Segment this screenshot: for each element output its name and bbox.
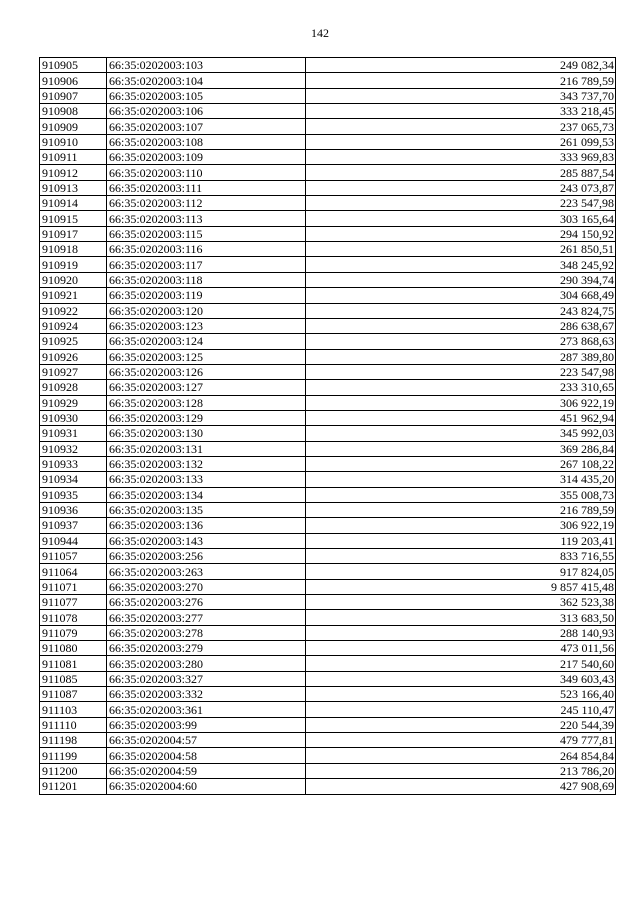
cadastral-value-cell: 216 789,59 [306, 502, 616, 517]
table-row [40, 687, 616, 702]
row-number-cell: 910936 [40, 502, 107, 517]
row-number-cell: 911080 [40, 641, 107, 656]
cadastral-number-cell: 66:35:0202003:110 [107, 165, 306, 180]
table-row [40, 272, 616, 287]
cadastral-number-cell: 66:35:0202003:270 [107, 579, 306, 594]
cadastral-value-cell: 267 108,22 [306, 456, 616, 471]
cadastral-number-cell: 66:35:0202003:332 [107, 687, 306, 702]
row-number-cell: 910928 [40, 380, 107, 395]
row-number-cell: 910914 [40, 196, 107, 211]
cadastral-value-cell: 479 777,81 [306, 733, 616, 748]
cadastral-number-cell: 66:35:0202003:143 [107, 533, 306, 548]
row-number-cell: 911071 [40, 579, 107, 594]
cadastral-value-cell: 343 737,70 [306, 88, 616, 103]
row-number-cell: 910932 [40, 441, 107, 456]
row-number-cell: 910927 [40, 364, 107, 379]
page-number: 142 [311, 26, 329, 40]
cadastral-value-cell: 333 218,45 [306, 104, 616, 119]
table-row [40, 364, 616, 379]
row-number-cell: 910913 [40, 180, 107, 195]
cadastral-value-cell: 264 854,84 [306, 748, 616, 763]
row-number-cell: 910906 [40, 73, 107, 88]
cadastral-value-cell: 243 824,75 [306, 303, 616, 318]
cadastral-number-cell: 66:35:0202003:123 [107, 318, 306, 333]
row-number-cell: 911057 [40, 549, 107, 564]
cadastral-number-cell: 66:35:0202004:57 [107, 733, 306, 748]
cadastral-value-cell: 833 716,55 [306, 549, 616, 564]
table-row [40, 487, 616, 502]
row-number-cell: 910929 [40, 395, 107, 410]
cadastral-number-cell: 66:35:0202003:135 [107, 502, 306, 517]
cadastral-value-cell: 473 011,56 [306, 641, 616, 656]
cadastral-value-cell: 217 540,60 [306, 656, 616, 671]
row-number-cell: 910926 [40, 349, 107, 364]
row-number-cell: 910933 [40, 456, 107, 471]
row-number-cell: 910915 [40, 211, 107, 226]
table-row [40, 549, 616, 564]
row-number-cell: 911078 [40, 610, 107, 625]
table-row [40, 625, 616, 640]
table-row [40, 242, 616, 257]
cadastral-number-cell: 66:35:0202003:278 [107, 625, 306, 640]
table-row [40, 334, 616, 349]
cadastral-number-cell: 66:35:0202003:104 [107, 73, 306, 88]
row-number-cell: 911199 [40, 748, 107, 763]
row-number-cell: 910919 [40, 257, 107, 272]
table-row [40, 702, 616, 717]
cadastral-value-table [39, 57, 616, 795]
cadastral-value-cell: 451 962,94 [306, 410, 616, 425]
cadastral-value-cell: 261 099,53 [306, 134, 616, 149]
table-row [40, 380, 616, 395]
row-number-cell: 911087 [40, 687, 107, 702]
cadastral-value-cell: 285 887,54 [306, 165, 616, 180]
cadastral-number-cell: 66:35:0202003:111 [107, 180, 306, 195]
table-row [40, 763, 616, 778]
row-number-cell: 910908 [40, 104, 107, 119]
cadastral-number-cell: 66:35:0202003:279 [107, 641, 306, 656]
table-row [40, 441, 616, 456]
cadastral-number-cell: 66:35:0202003:113 [107, 211, 306, 226]
cadastral-number-cell: 66:35:0202004:58 [107, 748, 306, 763]
table-row [40, 395, 616, 410]
table-row [40, 104, 616, 119]
table-row [40, 303, 616, 318]
row-number-cell: 910935 [40, 487, 107, 502]
cadastral-number-cell: 66:35:0202003:132 [107, 456, 306, 471]
row-number-cell: 910930 [40, 410, 107, 425]
row-number-cell: 911103 [40, 702, 107, 717]
cadastral-value-cell: 233 310,65 [306, 380, 616, 395]
cadastral-number-cell: 66:35:0202003:107 [107, 119, 306, 134]
cadastral-value-cell: 348 245,92 [306, 257, 616, 272]
table-row [40, 73, 616, 88]
cadastral-number-cell: 66:35:0202003:128 [107, 395, 306, 410]
cadastral-number-cell: 66:35:0202003:127 [107, 380, 306, 395]
table-row [40, 134, 616, 149]
cadastral-number-cell: 66:35:0202003:263 [107, 564, 306, 579]
table-row [40, 733, 616, 748]
cadastral-number-cell: 66:35:0202003:134 [107, 487, 306, 502]
cadastral-number-cell: 66:35:0202003:276 [107, 595, 306, 610]
table-row [40, 410, 616, 425]
cadastral-number-cell: 66:35:0202003:280 [107, 656, 306, 671]
cadastral-value-cell: 523 166,40 [306, 687, 616, 702]
cadastral-number-cell: 66:35:0202003:109 [107, 150, 306, 165]
cadastral-number-cell: 66:35:0202003:116 [107, 242, 306, 257]
cadastral-number-cell: 66:35:0202003:118 [107, 272, 306, 287]
row-number-cell: 910937 [40, 518, 107, 533]
table-row [40, 88, 616, 103]
cadastral-value-cell: 294 150,92 [306, 226, 616, 241]
table-row [40, 318, 616, 333]
cadastral-value-cell: 237 065,73 [306, 119, 616, 134]
cadastral-value-cell: 314 435,20 [306, 472, 616, 487]
cadastral-number-cell: 66:35:0202003:327 [107, 671, 306, 686]
cadastral-number-cell: 66:35:0202003:361 [107, 702, 306, 717]
row-number-cell: 911200 [40, 763, 107, 778]
cadastral-value-cell: 273 868,63 [306, 334, 616, 349]
row-number-cell: 910910 [40, 134, 107, 149]
cadastral-value-cell: 287 389,80 [306, 349, 616, 364]
cadastral-value-cell: 261 850,51 [306, 242, 616, 257]
row-number-cell: 910911 [40, 150, 107, 165]
cadastral-value-cell: 249 082,34 [306, 58, 616, 73]
cadastral-value-cell: 306 922,19 [306, 518, 616, 533]
table-row [40, 533, 616, 548]
table-row [40, 257, 616, 272]
table-row [40, 779, 616, 794]
cadastral-number-cell: 66:35:0202004:60 [107, 779, 306, 794]
cadastral-value-cell: 355 008,73 [306, 487, 616, 502]
row-number-cell: 911085 [40, 671, 107, 686]
cadastral-value-cell: 119 203,41 [306, 533, 616, 548]
cadastral-value-cell: 243 073,87 [306, 180, 616, 195]
row-number-cell: 910909 [40, 119, 107, 134]
row-number-cell: 910925 [40, 334, 107, 349]
table-row [40, 502, 616, 517]
cadastral-value-cell: 304 668,49 [306, 288, 616, 303]
cadastral-value-cell: 290 394,74 [306, 272, 616, 287]
table-row [40, 564, 616, 579]
cadastral-number-cell: 66:35:0202003:125 [107, 349, 306, 364]
table-row [40, 165, 616, 180]
cadastral-number-cell: 66:35:0202003:130 [107, 426, 306, 441]
table-row [40, 641, 616, 656]
row-number-cell: 911201 [40, 779, 107, 794]
cadastral-number-cell: 66:35:0202003:106 [107, 104, 306, 119]
table-row [40, 58, 616, 73]
cadastral-number-cell: 66:35:0202003:103 [107, 58, 306, 73]
row-number-cell: 910918 [40, 242, 107, 257]
cadastral-value-cell: 286 638,67 [306, 318, 616, 333]
row-number-cell: 911064 [40, 564, 107, 579]
row-number-cell: 910924 [40, 318, 107, 333]
table-row [40, 579, 616, 594]
table-row [40, 456, 616, 471]
cadastral-value-cell: 313 683,50 [306, 610, 616, 625]
cadastral-number-cell: 66:35:0202003:120 [107, 303, 306, 318]
cadastral-number-cell: 66:35:0202003:136 [107, 518, 306, 533]
row-number-cell: 910921 [40, 288, 107, 303]
row-number-cell: 910912 [40, 165, 107, 180]
cadastral-value-cell: 917 824,05 [306, 564, 616, 579]
cadastral-number-cell: 66:35:0202003:126 [107, 364, 306, 379]
cadastral-value-cell: 369 286,84 [306, 441, 616, 456]
table-row [40, 671, 616, 686]
table-row [40, 518, 616, 533]
cadastral-value-cell: 345 992,03 [306, 426, 616, 441]
cadastral-value-cell: 288 140,93 [306, 625, 616, 640]
cadastral-number-cell: 66:35:0202003:124 [107, 334, 306, 349]
table-row [40, 180, 616, 195]
table-row [40, 349, 616, 364]
row-number-cell: 910920 [40, 272, 107, 287]
table-row [40, 610, 616, 625]
row-number-cell: 911081 [40, 656, 107, 671]
cadastral-number-cell: 66:35:0202003:131 [107, 441, 306, 456]
table-row [40, 748, 616, 763]
row-number-cell: 910907 [40, 88, 107, 103]
table-row [40, 226, 616, 241]
table-row [40, 119, 616, 134]
cadastral-value-cell: 362 523,38 [306, 595, 616, 610]
row-number-cell: 910944 [40, 533, 107, 548]
cadastral-value-cell: 427 908,69 [306, 779, 616, 794]
row-number-cell: 910931 [40, 426, 107, 441]
row-number-cell: 910917 [40, 226, 107, 241]
cadastral-number-cell: 66:35:0202003:277 [107, 610, 306, 625]
table-row [40, 472, 616, 487]
cadastral-value-cell: 223 547,98 [306, 364, 616, 379]
table-row [40, 717, 616, 732]
row-number-cell: 911198 [40, 733, 107, 748]
cadastral-number-cell: 66:35:0202003:133 [107, 472, 306, 487]
table-row [40, 211, 616, 226]
cadastral-number-cell: 66:35:0202003:115 [107, 226, 306, 241]
table-body [40, 58, 616, 795]
table-row [40, 426, 616, 441]
cadastral-value-cell: 303 165,64 [306, 211, 616, 226]
cadastral-value-cell: 349 603,43 [306, 671, 616, 686]
row-number-cell: 911110 [40, 717, 107, 732]
row-number-cell: 911079 [40, 625, 107, 640]
cadastral-number-cell: 66:35:0202003:99 [107, 717, 306, 732]
cadastral-number-cell: 66:35:0202003:117 [107, 257, 306, 272]
cadastral-value-cell: 216 789,59 [306, 73, 616, 88]
cadastral-number-cell: 66:35:0202003:108 [107, 134, 306, 149]
cadastral-number-cell: 66:35:0202004:59 [107, 763, 306, 778]
cadastral-number-cell: 66:35:0202003:105 [107, 88, 306, 103]
cadastral-number-cell: 66:35:0202003:112 [107, 196, 306, 211]
table-row [40, 595, 616, 610]
table-row [40, 196, 616, 211]
cadastral-number-cell: 66:35:0202003:129 [107, 410, 306, 425]
cadastral-value-cell: 333 969,83 [306, 150, 616, 165]
cadastral-value-cell: 213 786,20 [306, 763, 616, 778]
table-row [40, 288, 616, 303]
cadastral-value-cell: 9 857 415,48 [306, 579, 616, 594]
row-number-cell: 910922 [40, 303, 107, 318]
row-number-cell: 910905 [40, 58, 107, 73]
row-number-cell: 911077 [40, 595, 107, 610]
cadastral-value-cell: 306 922,19 [306, 395, 616, 410]
table-row [40, 656, 616, 671]
cadastral-number-cell: 66:35:0202003:119 [107, 288, 306, 303]
table-row [40, 150, 616, 165]
row-number-cell: 910934 [40, 472, 107, 487]
cadastral-number-cell: 66:35:0202003:256 [107, 549, 306, 564]
cadastral-value-cell: 223 547,98 [306, 196, 616, 211]
cadastral-value-cell: 245 110,47 [306, 702, 616, 717]
cadastral-value-cell: 220 544,39 [306, 717, 616, 732]
